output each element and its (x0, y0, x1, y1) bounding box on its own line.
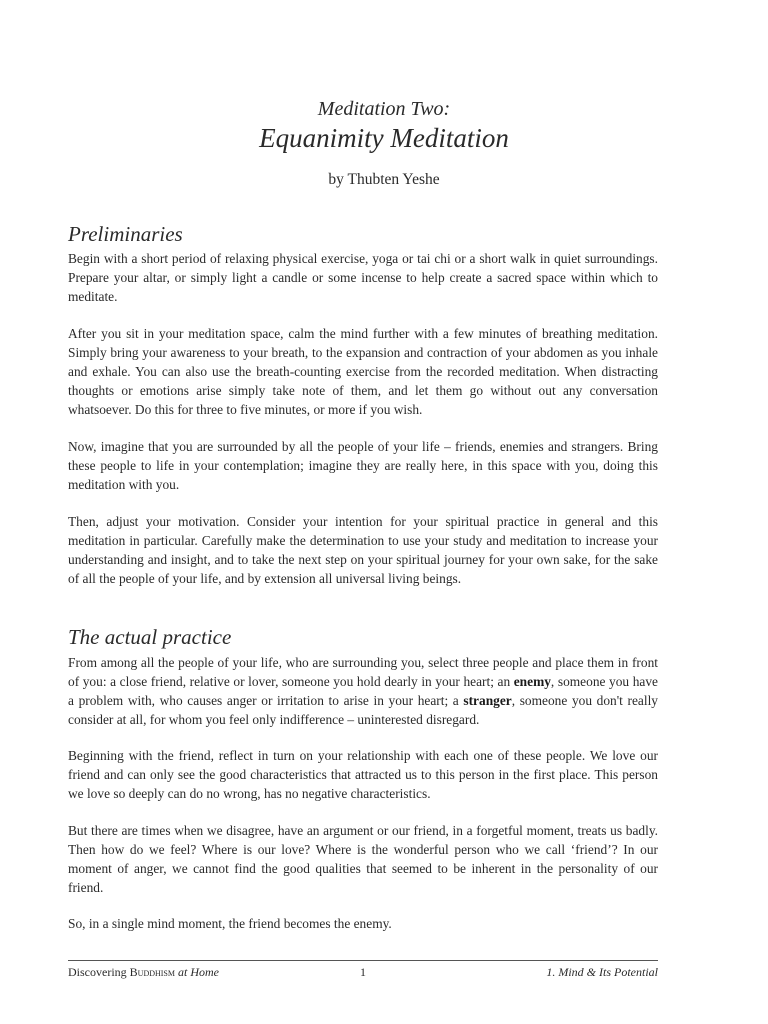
footer-chapter: 1. Mind & Its Potential (546, 965, 658, 979)
page-footer (68, 965, 658, 983)
footer-suffix: at Home (175, 965, 219, 979)
paragraph-text: , someone you don't really consider at all, for whom you feel only indifference – uninterested disregard. (68, 692, 658, 727)
paragraph: Then, adjust your motivation. Consider your intention for your spiritual practice in general and this meditation in particular. Carefully make the determination to use your study and meditation to increase your understanding and insight, and to take the next step on your spiritual journey for your own sake, for the sake of all the people of your life, and by extension all universal living beings. (68, 514, 658, 586)
paragraph: So, in a single mind moment, the friend becomes the enemy. (68, 916, 392, 931)
footer-brand: Buddhism (129, 965, 175, 979)
paragraph: Beginning with the friend, reflect in turn on your relationship with each one of these people. We love our friend and can only see the good characteristics that attracted us to this person in the first place. This person we love so deeply can do no wrong, has no negative characteristics. (68, 748, 658, 801)
paragraph-text: , someone you have a problem with, who causes anger or irritation to arise in your heart; a (68, 673, 658, 708)
emphasis-enemy: enemy (513, 673, 551, 689)
section-heading-preliminaries: Preliminaries (68, 222, 183, 246)
emphasis-stranger: stranger (463, 692, 512, 708)
page-number: 1 (360, 965, 366, 979)
paragraph-with-emphasis (68, 654, 658, 730)
paragraph-text: From among all the people of your life, who are surrounding you, select three people and place them in front of you: a close friend, relative or lover, someone you hold dearly in your heart; an (68, 655, 658, 689)
document-subtitle: Meditation Two: (317, 98, 451, 120)
document-author: by Thubten Yeshe (328, 171, 440, 188)
section-heading-actual-practice: The actual practice (68, 625, 232, 649)
document-title: Equanimity Meditation (259, 123, 509, 153)
paragraph: After you sit in your meditation space, calm the mind further with a few minutes of breathing meditation. Simply bring your awareness to your breath, to the expansion and contraction of your abdomen as you inhale and exhale. You can also use the breath-counting exercise from the recorded meditation. When distracting thoughts or emotions arise simply take note of them, and let them go without out any conversation whatsoever. Do this for three to five minutes, or more if you wish. (68, 326, 658, 417)
paragraph: Begin with a short period of relaxing physical exercise, yoga or tai chi or a short walk in quiet surroundings. Prepare your altar, or simply light a candle or some incense to help create a sacred space within which to meditate. (68, 251, 658, 304)
footer-prefix: Discovering (68, 965, 130, 979)
paragraph: Now, imagine that you are surrounded by all the people of your life – friends, enemies and strangers. Bring these people to life in your contemplation; imagine they are really here, in this space with you, doing this meditation with you. (68, 439, 658, 492)
footer-divider (68, 960, 658, 961)
paragraph: But there are times when we disagree, have an argument or our friend, in a forgetful moment, treats us badly. Then how do we feel? Where is our love? Where is the wonderful person who we call ‘friend’? In our moment of anger, we cannot find the good qualities that seemed to be inherent in the personality of our friend. (68, 823, 658, 895)
